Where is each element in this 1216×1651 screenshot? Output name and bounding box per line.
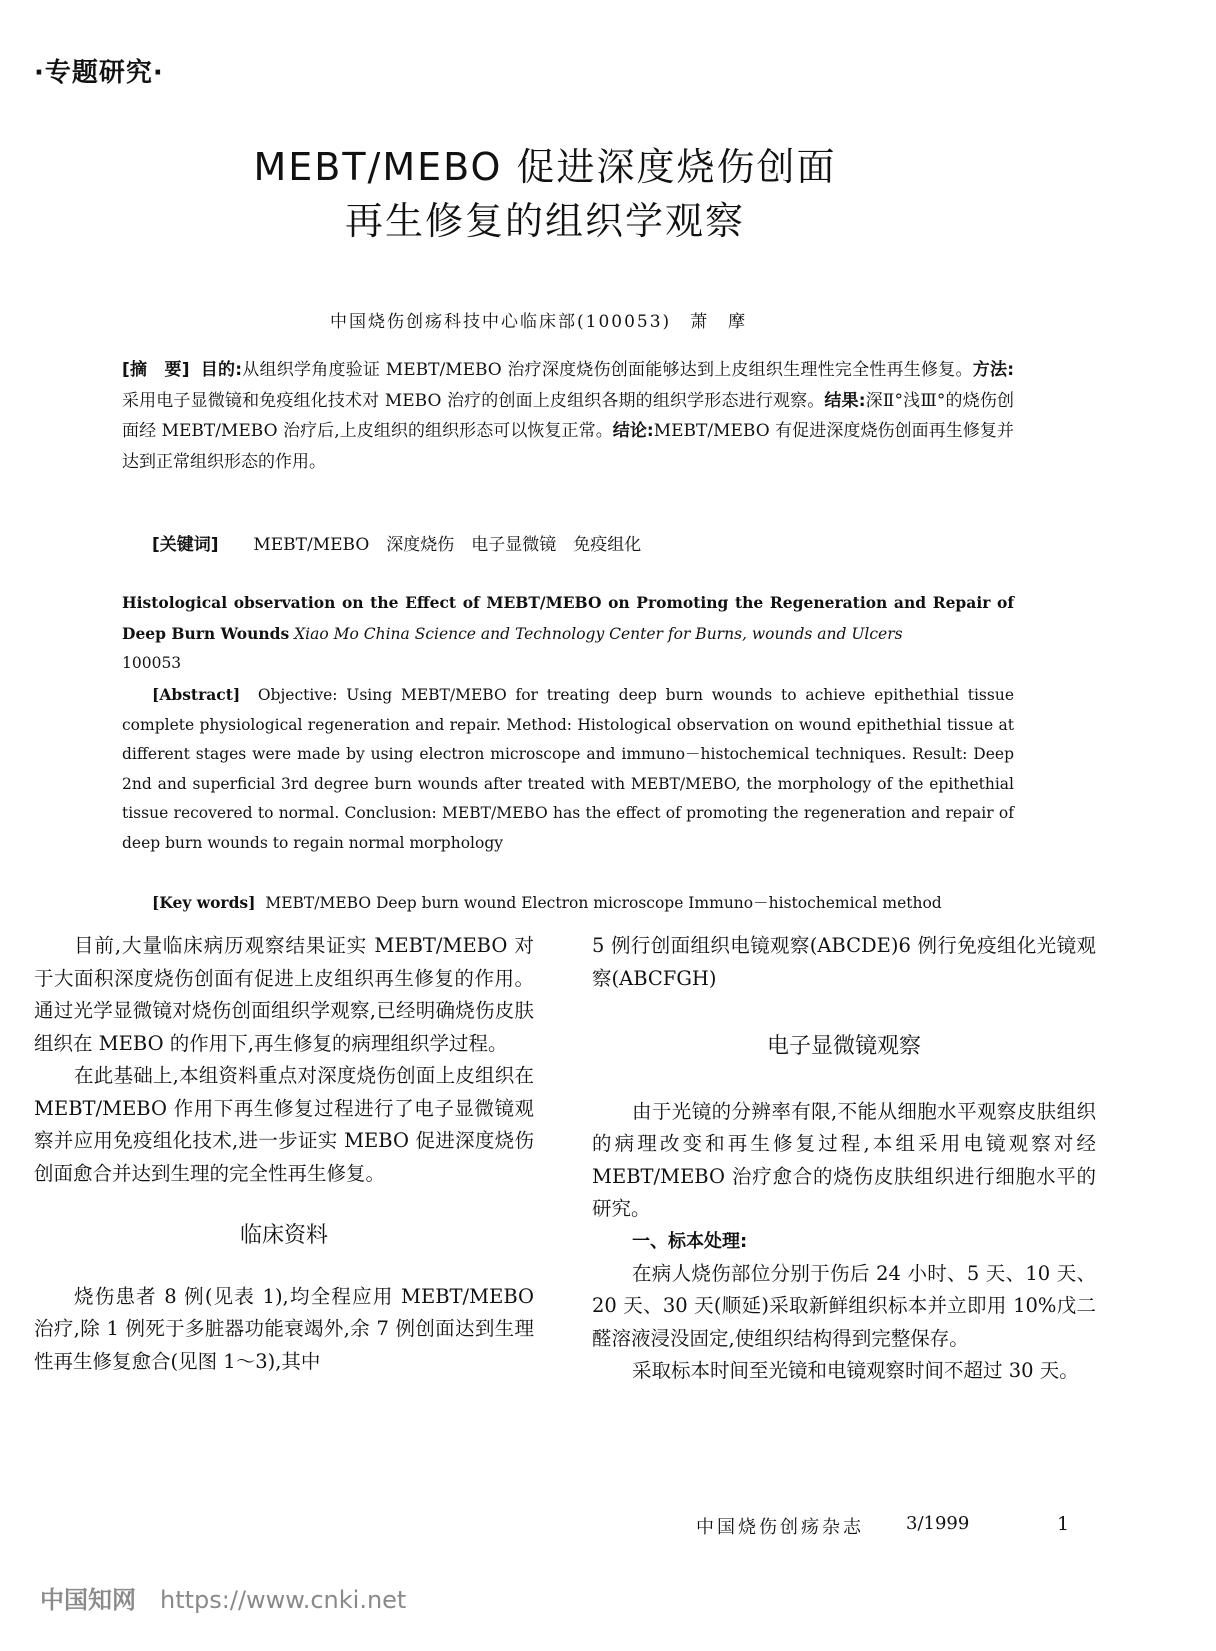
method-label: 方法: — [972, 360, 1014, 380]
watermark — [40, 1580, 406, 1615]
conclusion-label: 结论: — [612, 421, 654, 441]
english-title-block — [122, 588, 1014, 679]
english-title: Histological observation on the Effect of MEBT/MEBO on Promoting the Regeneration and Repair of Deep Burn Wounds — [122, 593, 1014, 643]
article-title-line-2: 再生修复的组织学观察 — [344, 199, 745, 243]
english-postcode: 100053 — [122, 654, 182, 672]
section-heading-clinical: 临床资料 — [239, 1223, 328, 1248]
em-paragraph-3: 采取标本时间至光镜和电镜观察时间不超过 30 天。 — [632, 1359, 1079, 1382]
section-heading-em: 电子显微镜观察 — [766, 1034, 921, 1059]
footer-issue: 3/1999 — [906, 1513, 970, 1534]
author-affiliation: 中国烧伤创疡科技中心临床部(100053) 萧 摩 — [330, 312, 748, 332]
intro-paragraph-1: 目前,大量临床病历观察结果证实 MEBT/MEBO 对于大面积深度烧伤创面有促进上皮组织再生修复的作用。通过光学显微镜对烧伤创面组织学观察,已经明确烧伤皮肤组织在 MEBO 的作用下,再生修复的病理组织学过程。 — [34, 934, 534, 1055]
article-title-line-1: MEBT/MEBO 促进深度烧伤创面 — [253, 145, 837, 189]
clinical-paragraph: 烧伤患者 8 例(见表 1),均全程应用 MEBT/MEBO 治疗,除 1 例死于多脏器功能衰竭外,余 7 例创面达到生理性再生修复愈合(见图 1～3),其中 — [34, 1284, 534, 1373]
watermark-url: https://www.cnki.net — [160, 1586, 407, 1614]
english-author-affiliation: Xiao Mo China Science and Technology Center for Burns, wounds and Ulcers — [294, 624, 903, 643]
english-abstract-label: [Abstract] — [152, 685, 241, 704]
continued-paragraph: 5 例行创面组织电镜观察(ABCDE)6 例行免疫组化光镜观察(ABCFGH) — [592, 934, 1096, 990]
chinese-keywords — [152, 530, 641, 555]
subheading-specimen: 一、标本处理: — [632, 1230, 748, 1252]
intro-paragraph-2: 在此基础上,本组资料重点对深度烧伤创面上皮组织在 MEBT/MEBO 作用下再生修复过程进行了电子显微镜观察并应用免疫组化技术,进一步证实 MEBO 促进深度烧伤创面愈合并达到生理的完全性再生修复。 — [34, 1064, 534, 1185]
result-text: 深Ⅱ°浅Ⅲ°的烧伤创面经 MEBT/MEBO 治疗后,上皮组织的组织形态可以恢复正常。 — [122, 390, 1014, 441]
page-number: 1 — [1057, 1513, 1070, 1535]
em-paragraph-1: 由于光镜的分辨率有限,不能从细胞水平观察皮肤组织的病理改变和再生修复过程,本组采用电镜观察对经 MEBT/MEBO 治疗愈合的烧伤皮肤组织进行细胞水平的研究。 — [592, 1099, 1096, 1220]
english-keywords-label: [Key words] — [152, 893, 256, 912]
method-text: 采用电子显微镜和免疫组化技术对 MEBO 治疗的创面上皮组织各期的组织学形态进行观察。 — [122, 390, 825, 411]
chinese-abstract — [122, 355, 1014, 477]
watermark-logo: 中国知网 — [40, 1586, 136, 1614]
left-column — [34, 930, 534, 1378]
abstract-label: [摘 要] — [122, 360, 190, 380]
english-keywords-text: MEBT/MEBO Deep burn wound Electron microscope Immuno－histochemical method — [265, 894, 942, 912]
conclusion-text: MEBT/MEBO 有促进深度烧伤创面再生修复并达到正常组织形态的作用。 — [122, 421, 1014, 472]
keywords-label: [关键词] — [152, 535, 219, 555]
objective-label: 目的: — [200, 360, 243, 380]
english-abstract — [122, 680, 1014, 858]
result-label: 结果: — [824, 390, 866, 411]
english-keywords — [122, 888, 1014, 919]
footer-journal-name: 中国烧伤创疡杂志 — [696, 1517, 864, 1538]
objective-text: 从组织学角度验证 MEBT/MEBO 治疗深度烧伤创面能够达到上皮组织生理性完全性再生修复。 — [242, 360, 973, 380]
em-paragraph-2: 在病人烧伤部位分别于伤后 24 小时、5 天、10 天、20 天、30 天(顺延)采取新鲜组织标本并立即用 10%戊二醛溶液浸没固定,使组织结构得到完整保存。 — [592, 1261, 1096, 1350]
keywords-text: MEBT/MEBO 深度烧伤 电子显微镜 免疫组化 — [253, 535, 642, 555]
right-column — [592, 930, 1096, 1388]
section-tag: ·专题研究· — [34, 58, 164, 88]
english-abstract-text: Objective: Using MEBT/MEBO for treating deep burn wounds to achieve epithethial tissue complete physiological regeneration and repair. Method: Histological observation on wound epithethial tissue at different stages were made by using electron microscope and immuno－histochemical techniques. Result: Deep 2nd and superficial 3rd degree burn wounds after treated with MEBT/MEBO, the morphology of the epithethial tissue recovered to normal. Conclusion: MEBT/MEBO has the effect of promoting the regeneration and repair of deep burn wounds to regain normal morphology — [122, 686, 1014, 852]
